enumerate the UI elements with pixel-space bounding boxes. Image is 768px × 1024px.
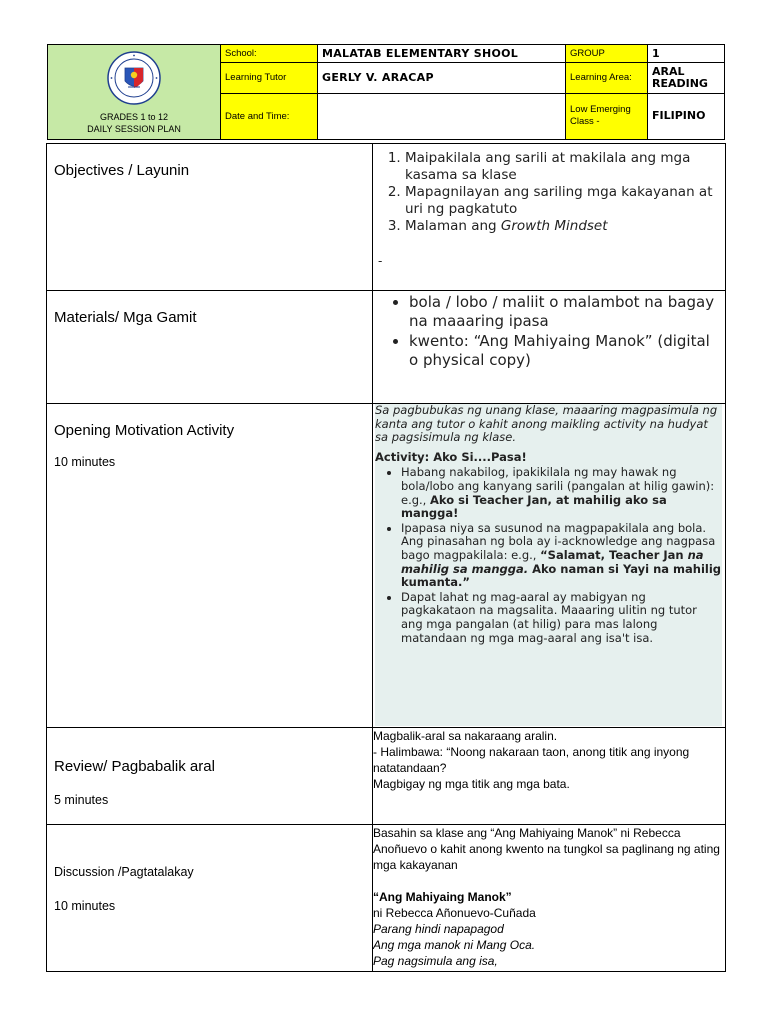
- school-label: School:: [221, 45, 318, 63]
- tutor-label: Learning Tutor: [221, 63, 318, 94]
- review-duration: 5 minutes: [54, 793, 109, 807]
- objective-item: 1. Maipakilala ang sarili at makilala ang mga kasama sa klase: [405, 150, 719, 184]
- header-table: [47, 44, 725, 140]
- material-item: • kwento: “Ang Mahiyaing Manok” (digital o physical copy): [409, 332, 719, 370]
- review-row: [47, 728, 726, 825]
- story-author: ni Rebecca Añonuevo-Cuñada: [373, 906, 536, 920]
- poem-line: Parang hindi napapagod: [373, 922, 504, 936]
- review-line: Magbigay ng mga titik ang mga bata.: [373, 777, 570, 791]
- poem-line: Ang mga manok ni Mang Oca.: [373, 938, 536, 952]
- class-label: Low Emerging Class -: [566, 93, 648, 139]
- tutor-value: GERLY V. ARACAP: [318, 63, 566, 94]
- school-value: MALATAB ELEMENTARY SHOOL: [318, 45, 566, 63]
- grades-label: GRADES 1 to 12: [99, 112, 169, 122]
- activity-title: Activity: Ako Si....Pasa!: [375, 449, 527, 464]
- class-value: FILIPINO: [648, 93, 725, 139]
- objectives-content: [373, 144, 726, 291]
- story-title: “Ang Mahiyaing Manok”: [373, 890, 512, 904]
- activity-step: • Habang nakabilog, ipakikilala ng may hawak ng bola/lobo ang kanyang sarili (pangalan at hilig gawin): e.g., Ako si Teacher Jan, at mahilig ako sa mangga!: [401, 466, 722, 520]
- date-value: [318, 93, 566, 139]
- opening-activity-block: [375, 404, 722, 726]
- materials-content: [373, 291, 726, 404]
- objectives-dash: -: [378, 254, 383, 268]
- discussion-row: [47, 825, 726, 972]
- materials-row: [47, 291, 726, 404]
- opening-label: Opening Motivation Activity 10 minutes: [47, 404, 373, 728]
- opening-intro: Sa pagbubukas ng unang klase, maaaring magpasimula ng kanta ang tutor o kahit anong maikling activity na hudyat sa pagsisimula ng klase.: [375, 403, 718, 445]
- area-label: Learning Area:: [566, 63, 648, 94]
- review-label: Review/ Pagbabalik aral 5 minutes: [47, 728, 373, 825]
- area-value: ARAL READING: [648, 63, 725, 94]
- activity-step: • Ipapasa niya sa susunod na magpapakilala ang bola. Ang pinasahan ng bola ay i-acknowledge ang nagpasa bago magpakilala: e.g., “Salamat, Teacher Jan na mahilig sa mangga. Ako naman si Yayi na mahilig kumanta.”: [401, 522, 722, 590]
- discussion-intro: Basahin sa klase ang “Ang Mahiyaing Manok” ni Rebecca Anoñuevo o kahit anong kwento na tungkol sa paglinang ng ating mga kakayanan: [373, 826, 720, 872]
- session-plan-table: [46, 143, 726, 972]
- objective-item: 2. Mapagnilayan ang sariling mga kakayanan at uri ng pagkatuto: [405, 184, 719, 218]
- review-content: [373, 728, 726, 825]
- plan-label: DAILY SESSION PLAN: [87, 124, 181, 134]
- date-label: Date and Time:: [221, 93, 318, 139]
- objectives-label: Objectives / Layunin: [47, 144, 373, 291]
- review-line: - Halimbawa: “Noong nakaraan taon, anong titik ang inyong natatandaan?: [373, 745, 690, 775]
- objectives-row: [47, 144, 726, 291]
- objective-item: 3. Malaman ang Growth Mindset: [405, 218, 719, 235]
- materials-label: Materials/ Mga Gamit: [47, 291, 373, 404]
- spacer: [373, 873, 725, 889]
- opening-duration: 10 minutes: [54, 455, 116, 469]
- opening-content: [373, 404, 726, 728]
- poem-line: Pag nagsimula ang isa,: [373, 954, 498, 968]
- objectives-list: [379, 150, 719, 235]
- group-label: GROUP: [566, 45, 648, 63]
- objective-emphasis: Growth Mindset: [500, 218, 608, 234]
- activity-step: • Dapat lahat ng mag-aaral ay mabigyan ng pagkakataon na magsalita. Maaaring ulitin ng tutor ang mga pangalan (at hilig) para mas lalong matandaan ng mga mag-aaral ang isa't isa.: [401, 591, 722, 645]
- materials-list: [379, 293, 719, 371]
- material-item: • bola / lobo / maliit o malambot na bagay na maaaring ipasa: [409, 293, 719, 331]
- discussion-label: Discussion /Pagtatalakay 10 minutes: [47, 825, 373, 972]
- discussion-duration: 10 minutes: [54, 899, 116, 913]
- review-line: Magbalik-aral sa nakaraang aralin.: [373, 729, 558, 743]
- opening-row: [47, 404, 726, 728]
- deped-seal-icon: [107, 51, 161, 105]
- discussion-content: [373, 825, 726, 972]
- logo-cell: [48, 45, 221, 140]
- group-value: 1: [648, 45, 725, 63]
